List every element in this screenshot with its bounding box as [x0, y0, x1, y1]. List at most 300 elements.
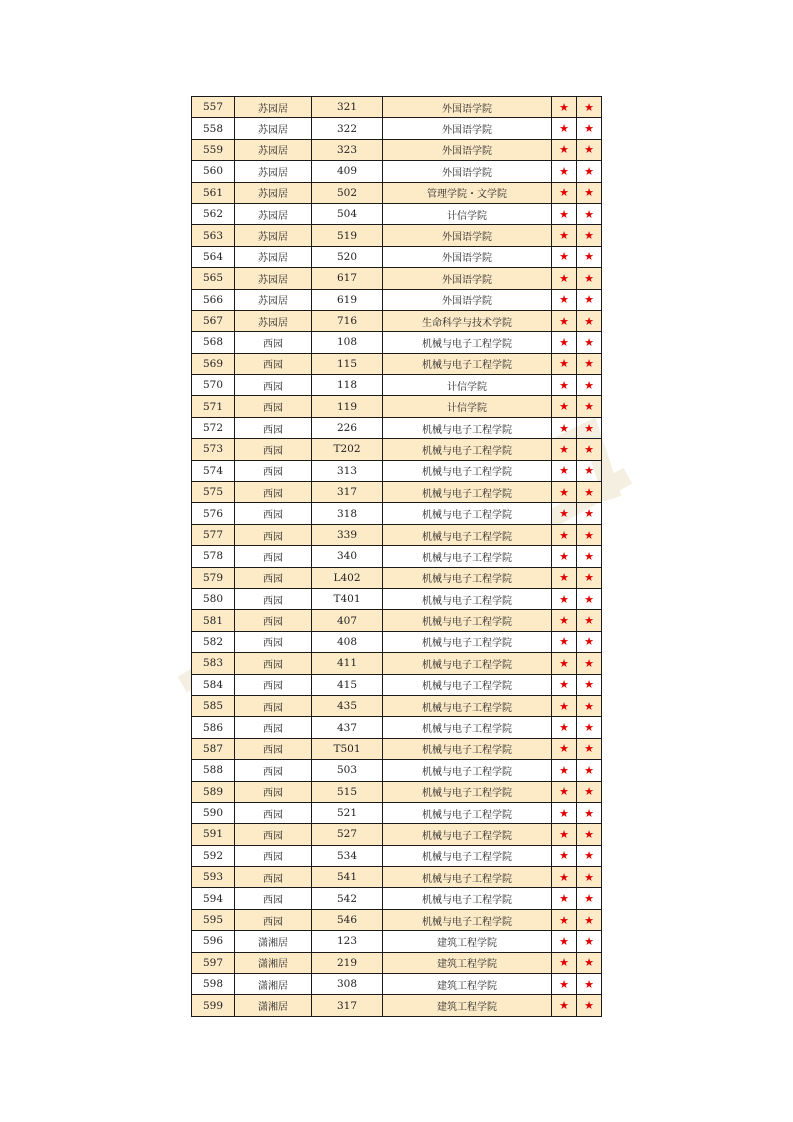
building-cell: 西园 — [235, 567, 312, 588]
room-cell: 515 — [312, 781, 383, 802]
department-cell: 机械与电子工程学院 — [383, 439, 552, 460]
room-cell: 437 — [312, 717, 383, 738]
star-icon: ★ — [577, 439, 602, 460]
building-cell: 苏园居 — [235, 268, 312, 289]
star-icon: ★ — [577, 161, 602, 182]
building-cell: 西园 — [235, 460, 312, 481]
table-row — [192, 546, 602, 567]
table-row — [192, 781, 602, 802]
table-row — [192, 460, 602, 481]
room-cell: 534 — [312, 845, 383, 866]
room-cell: T501 — [312, 738, 383, 759]
star-icon: ★ — [577, 631, 602, 652]
building-cell: 西园 — [235, 353, 312, 374]
star-icon: ★ — [552, 952, 577, 973]
star-icon: ★ — [577, 139, 602, 160]
room-cell: 408 — [312, 631, 383, 652]
room-cell: 527 — [312, 824, 383, 845]
table-row — [192, 931, 602, 952]
building-cell: 西园 — [235, 781, 312, 802]
department-cell: 机械与电子工程学院 — [383, 546, 552, 567]
department-cell: 机械与电子工程学院 — [383, 653, 552, 674]
room-cell: 115 — [312, 353, 383, 374]
room-cell: 716 — [312, 310, 383, 331]
table-body — [192, 97, 602, 1017]
star-icon: ★ — [552, 289, 577, 310]
department-cell: 建筑工程学院 — [383, 974, 552, 995]
star-icon: ★ — [577, 417, 602, 438]
star-icon: ★ — [577, 546, 602, 567]
star-icon: ★ — [577, 802, 602, 823]
table-row — [192, 974, 602, 995]
row-number-cell: 592 — [192, 845, 235, 866]
star-icon: ★ — [577, 225, 602, 246]
building-cell: 西园 — [235, 375, 312, 396]
room-cell: T401 — [312, 588, 383, 609]
star-icon: ★ — [552, 332, 577, 353]
star-icon: ★ — [552, 97, 577, 118]
building-cell: 苏园居 — [235, 139, 312, 160]
star-icon: ★ — [577, 845, 602, 866]
table-row — [192, 909, 602, 930]
building-cell: 西园 — [235, 610, 312, 631]
star-icon: ★ — [552, 738, 577, 759]
building-cell: 西园 — [235, 332, 312, 353]
table-row — [192, 375, 602, 396]
department-cell: 机械与电子工程学院 — [383, 482, 552, 503]
star-icon: ★ — [552, 717, 577, 738]
star-icon: ★ — [577, 974, 602, 995]
building-cell: 苏园居 — [235, 310, 312, 331]
table-row — [192, 97, 602, 118]
star-icon: ★ — [552, 396, 577, 417]
department-cell: 外国语学院 — [383, 289, 552, 310]
table-row — [192, 717, 602, 738]
star-icon: ★ — [552, 931, 577, 952]
building-cell: 西园 — [235, 396, 312, 417]
department-cell: 外国语学院 — [383, 225, 552, 246]
star-icon: ★ — [552, 888, 577, 909]
building-cell: 苏园居 — [235, 289, 312, 310]
building-cell: 西园 — [235, 588, 312, 609]
star-icon: ★ — [552, 588, 577, 609]
star-icon: ★ — [552, 695, 577, 716]
star-icon: ★ — [577, 695, 602, 716]
building-cell: 西园 — [235, 631, 312, 652]
building-cell: 西园 — [235, 417, 312, 438]
row-number-cell: 561 — [192, 182, 235, 203]
department-cell: 机械与电子工程学院 — [383, 867, 552, 888]
row-number-cell: 559 — [192, 139, 235, 160]
row-number-cell: 593 — [192, 867, 235, 888]
building-cell: 西园 — [235, 546, 312, 567]
star-icon: ★ — [577, 760, 602, 781]
room-cell: 340 — [312, 546, 383, 567]
row-number-cell: 573 — [192, 439, 235, 460]
room-cell: 308 — [312, 974, 383, 995]
department-cell: 机械与电子工程学院 — [383, 332, 552, 353]
star-icon: ★ — [552, 995, 577, 1016]
row-number-cell: 595 — [192, 909, 235, 930]
star-icon: ★ — [552, 760, 577, 781]
building-cell: 西园 — [235, 482, 312, 503]
building-cell: 苏园居 — [235, 225, 312, 246]
table-row — [192, 631, 602, 652]
table-row — [192, 674, 602, 695]
star-icon: ★ — [577, 396, 602, 417]
star-icon: ★ — [577, 460, 602, 481]
star-icon: ★ — [552, 439, 577, 460]
building-cell: 西园 — [235, 439, 312, 460]
star-icon: ★ — [577, 353, 602, 374]
star-icon: ★ — [577, 781, 602, 802]
building-cell: 潇湘居 — [235, 952, 312, 973]
table-row — [192, 588, 602, 609]
star-icon: ★ — [577, 567, 602, 588]
room-cell: 542 — [312, 888, 383, 909]
star-icon: ★ — [552, 503, 577, 524]
table-row — [192, 760, 602, 781]
room-cell: 502 — [312, 182, 383, 203]
row-number-cell: 570 — [192, 375, 235, 396]
row-number-cell: 587 — [192, 738, 235, 759]
department-cell: 外国语学院 — [383, 161, 552, 182]
table-row — [192, 396, 602, 417]
row-number-cell: 558 — [192, 118, 235, 139]
room-cell: 521 — [312, 802, 383, 823]
department-cell: 外国语学院 — [383, 139, 552, 160]
star-icon: ★ — [577, 268, 602, 289]
row-number-cell: 568 — [192, 332, 235, 353]
row-number-cell: 566 — [192, 289, 235, 310]
star-icon: ★ — [577, 738, 602, 759]
department-cell: 机械与电子工程学院 — [383, 802, 552, 823]
room-cell: L402 — [312, 567, 383, 588]
star-icon: ★ — [577, 717, 602, 738]
star-icon: ★ — [577, 653, 602, 674]
table-row — [192, 995, 602, 1016]
table-row — [192, 888, 602, 909]
star-icon: ★ — [552, 118, 577, 139]
table-row — [192, 439, 602, 460]
row-number-cell: 576 — [192, 503, 235, 524]
row-number-cell: 571 — [192, 396, 235, 417]
row-number-cell: 598 — [192, 974, 235, 995]
table-row — [192, 482, 602, 503]
row-number-cell: 594 — [192, 888, 235, 909]
star-icon: ★ — [577, 952, 602, 973]
building-cell: 西园 — [235, 824, 312, 845]
department-cell: 机械与电子工程学院 — [383, 524, 552, 545]
star-icon: ★ — [577, 482, 602, 503]
star-icon: ★ — [577, 610, 602, 631]
department-cell: 计信学院 — [383, 203, 552, 224]
room-cell: 546 — [312, 909, 383, 930]
building-cell: 西园 — [235, 845, 312, 866]
row-number-cell: 579 — [192, 567, 235, 588]
star-icon: ★ — [552, 246, 577, 267]
department-cell: 机械与电子工程学院 — [383, 631, 552, 652]
row-number-cell: 557 — [192, 97, 235, 118]
room-cell: 219 — [312, 952, 383, 973]
row-number-cell: 583 — [192, 653, 235, 674]
room-cell: 318 — [312, 503, 383, 524]
row-number-cell: 582 — [192, 631, 235, 652]
star-icon: ★ — [552, 909, 577, 930]
room-cell: 407 — [312, 610, 383, 631]
table-row — [192, 332, 602, 353]
star-icon: ★ — [552, 161, 577, 182]
star-icon: ★ — [577, 289, 602, 310]
star-icon: ★ — [577, 867, 602, 888]
room-cell: 322 — [312, 118, 383, 139]
table-row — [192, 225, 602, 246]
building-cell: 潇湘居 — [235, 995, 312, 1016]
star-icon: ★ — [552, 610, 577, 631]
department-cell: 机械与电子工程学院 — [383, 738, 552, 759]
building-cell: 西园 — [235, 503, 312, 524]
row-number-cell: 586 — [192, 717, 235, 738]
room-cell: 323 — [312, 139, 383, 160]
table-row — [192, 845, 602, 866]
building-cell: 苏园居 — [235, 246, 312, 267]
building-cell: 西园 — [235, 760, 312, 781]
row-number-cell: 565 — [192, 268, 235, 289]
department-cell: 机械与电子工程学院 — [383, 503, 552, 524]
row-number-cell: 597 — [192, 952, 235, 973]
department-cell: 机械与电子工程学院 — [383, 460, 552, 481]
row-number-cell: 564 — [192, 246, 235, 267]
room-cell: 504 — [312, 203, 383, 224]
star-icon: ★ — [577, 375, 602, 396]
building-cell: 苏园居 — [235, 118, 312, 139]
department-cell: 外国语学院 — [383, 97, 552, 118]
star-icon: ★ — [552, 781, 577, 802]
building-cell: 苏园居 — [235, 161, 312, 182]
star-icon: ★ — [552, 182, 577, 203]
table-row — [192, 524, 602, 545]
building-cell: 西园 — [235, 653, 312, 674]
star-icon: ★ — [577, 931, 602, 952]
room-cell: 108 — [312, 332, 383, 353]
room-cell: 520 — [312, 246, 383, 267]
department-cell: 机械与电子工程学院 — [383, 695, 552, 716]
row-number-cell: 575 — [192, 482, 235, 503]
star-icon: ★ — [552, 546, 577, 567]
row-number-cell: 560 — [192, 161, 235, 182]
room-cell: 118 — [312, 375, 383, 396]
room-cell: T202 — [312, 439, 383, 460]
row-number-cell: 580 — [192, 588, 235, 609]
building-cell: 西园 — [235, 909, 312, 930]
star-icon: ★ — [552, 802, 577, 823]
star-icon: ★ — [577, 182, 602, 203]
department-cell: 建筑工程学院 — [383, 931, 552, 952]
room-cell: 123 — [312, 931, 383, 952]
star-icon: ★ — [577, 524, 602, 545]
table-row — [192, 118, 602, 139]
table-row — [192, 353, 602, 374]
building-cell: 潇湘居 — [235, 974, 312, 995]
dormitory-table — [191, 96, 602, 1017]
room-cell: 317 — [312, 482, 383, 503]
table-row — [192, 182, 602, 203]
star-icon: ★ — [552, 375, 577, 396]
department-cell: 生命科学与技术学院 — [383, 310, 552, 331]
building-cell: 西园 — [235, 524, 312, 545]
room-cell: 415 — [312, 674, 383, 695]
department-cell: 机械与电子工程学院 — [383, 888, 552, 909]
table-row — [192, 567, 602, 588]
room-cell: 226 — [312, 417, 383, 438]
row-number-cell: 581 — [192, 610, 235, 631]
star-icon: ★ — [577, 310, 602, 331]
department-cell: 机械与电子工程学院 — [383, 353, 552, 374]
department-cell: 机械与电子工程学院 — [383, 845, 552, 866]
row-number-cell: 599 — [192, 995, 235, 1016]
table-row — [192, 695, 602, 716]
table-row — [192, 824, 602, 845]
row-number-cell: 588 — [192, 760, 235, 781]
star-icon: ★ — [552, 310, 577, 331]
row-number-cell: 563 — [192, 225, 235, 246]
star-icon: ★ — [552, 845, 577, 866]
row-number-cell: 590 — [192, 802, 235, 823]
row-number-cell: 577 — [192, 524, 235, 545]
table-row — [192, 503, 602, 524]
building-cell: 西园 — [235, 802, 312, 823]
department-cell: 机械与电子工程学院 — [383, 567, 552, 588]
room-cell: 541 — [312, 867, 383, 888]
row-number-cell: 574 — [192, 460, 235, 481]
room-cell: 617 — [312, 268, 383, 289]
star-icon: ★ — [577, 588, 602, 609]
table-row — [192, 268, 602, 289]
department-cell: 机械与电子工程学院 — [383, 760, 552, 781]
star-icon: ★ — [552, 225, 577, 246]
star-icon: ★ — [552, 867, 577, 888]
star-icon: ★ — [577, 332, 602, 353]
table-row — [192, 610, 602, 631]
building-cell: 西园 — [235, 888, 312, 909]
table-row — [192, 161, 602, 182]
building-cell: 西园 — [235, 867, 312, 888]
row-number-cell: 569 — [192, 353, 235, 374]
department-cell: 机械与电子工程学院 — [383, 674, 552, 695]
star-icon: ★ — [577, 203, 602, 224]
star-icon: ★ — [552, 353, 577, 374]
department-cell: 机械与电子工程学院 — [383, 717, 552, 738]
department-cell: 机械与电子工程学院 — [383, 781, 552, 802]
table-row — [192, 867, 602, 888]
department-cell: 计信学院 — [383, 375, 552, 396]
star-icon: ★ — [552, 674, 577, 695]
building-cell: 西园 — [235, 674, 312, 695]
room-cell: 519 — [312, 225, 383, 246]
star-icon: ★ — [577, 824, 602, 845]
star-icon: ★ — [552, 524, 577, 545]
department-cell: 外国语学院 — [383, 268, 552, 289]
building-cell: 西园 — [235, 695, 312, 716]
star-icon: ★ — [552, 974, 577, 995]
star-icon: ★ — [552, 653, 577, 674]
table-row — [192, 802, 602, 823]
room-cell: 503 — [312, 760, 383, 781]
building-cell: 苏园居 — [235, 97, 312, 118]
star-icon: ★ — [552, 567, 577, 588]
table-row — [192, 653, 602, 674]
room-cell: 119 — [312, 396, 383, 417]
star-icon: ★ — [552, 139, 577, 160]
row-number-cell: 585 — [192, 695, 235, 716]
department-cell: 建筑工程学院 — [383, 952, 552, 973]
building-cell: 潇湘居 — [235, 931, 312, 952]
row-number-cell: 589 — [192, 781, 235, 802]
table-row — [192, 139, 602, 160]
row-number-cell: 567 — [192, 310, 235, 331]
table-row — [192, 738, 602, 759]
star-icon: ★ — [552, 417, 577, 438]
row-number-cell: 578 — [192, 546, 235, 567]
table-row — [192, 289, 602, 310]
department-cell: 外国语学院 — [383, 246, 552, 267]
star-icon: ★ — [577, 888, 602, 909]
building-cell: 苏园居 — [235, 182, 312, 203]
star-icon: ★ — [577, 995, 602, 1016]
department-cell: 机械与电子工程学院 — [383, 417, 552, 438]
department-cell: 机械与电子工程学院 — [383, 588, 552, 609]
table-row — [192, 952, 602, 973]
star-icon: ★ — [577, 246, 602, 267]
star-icon: ★ — [552, 482, 577, 503]
department-cell: 外国语学院 — [383, 118, 552, 139]
star-icon: ★ — [577, 503, 602, 524]
room-cell: 313 — [312, 460, 383, 481]
star-icon: ★ — [577, 909, 602, 930]
building-cell: 西园 — [235, 738, 312, 759]
room-cell: 317 — [312, 995, 383, 1016]
star-icon: ★ — [577, 118, 602, 139]
table-row — [192, 246, 602, 267]
row-number-cell: 591 — [192, 824, 235, 845]
department-cell: 机械与电子工程学院 — [383, 824, 552, 845]
building-cell: 西园 — [235, 717, 312, 738]
star-icon: ★ — [552, 203, 577, 224]
star-icon: ★ — [552, 824, 577, 845]
star-icon: ★ — [552, 631, 577, 652]
department-cell: 机械与电子工程学院 — [383, 909, 552, 930]
department-cell: 计信学院 — [383, 396, 552, 417]
row-number-cell: 596 — [192, 931, 235, 952]
department-cell: 建筑工程学院 — [383, 995, 552, 1016]
star-icon: ★ — [552, 460, 577, 481]
room-cell: 435 — [312, 695, 383, 716]
room-cell: 339 — [312, 524, 383, 545]
row-number-cell: 584 — [192, 674, 235, 695]
row-number-cell: 562 — [192, 203, 235, 224]
department-cell: 管理学院・文学院 — [383, 182, 552, 203]
table-row — [192, 203, 602, 224]
star-icon: ★ — [552, 268, 577, 289]
department-cell: 机械与电子工程学院 — [383, 610, 552, 631]
room-cell: 411 — [312, 653, 383, 674]
room-cell: 619 — [312, 289, 383, 310]
star-icon: ★ — [577, 97, 602, 118]
building-cell: 苏园居 — [235, 203, 312, 224]
room-cell: 321 — [312, 97, 383, 118]
table-row — [192, 310, 602, 331]
star-icon: ★ — [577, 674, 602, 695]
